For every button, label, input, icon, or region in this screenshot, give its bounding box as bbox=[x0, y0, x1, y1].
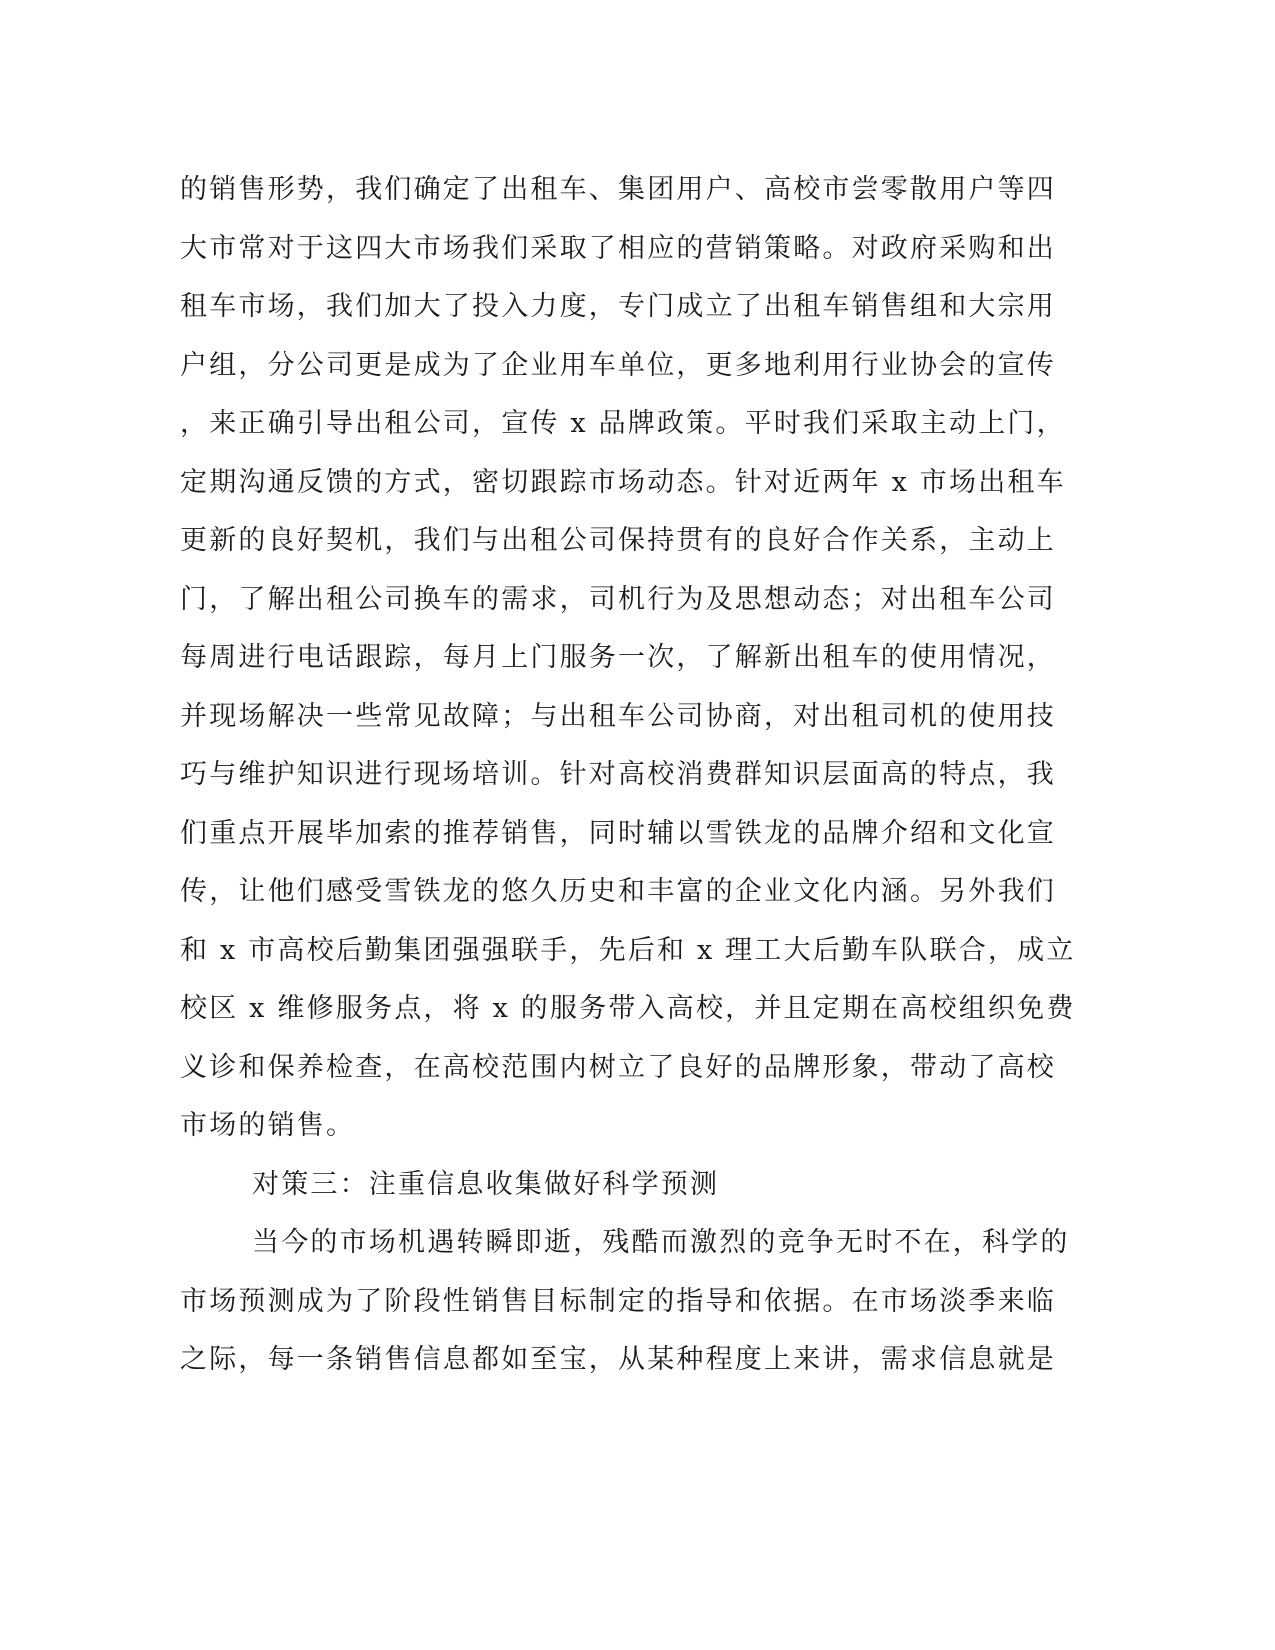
text-line: 更新的良好契机，我们与出租公司保持贯有的良好合作关系，主动上 bbox=[180, 525, 1056, 556]
text-line: 和 x 市高校后勤集团强强联手，先后和 x 理工大后勤车队联合，成立 bbox=[180, 934, 1076, 966]
document-body bbox=[180, 161, 1076, 1390]
text-line: 并现场解决一些常见故障；与出租车公司协商，对出租司机的使用技 bbox=[180, 700, 1056, 732]
text-line: 市场的销售。 bbox=[180, 1110, 356, 1141]
text-line: 校区 x 维修服务点，将 x 的服务带入高校，并且定期在高校组织免费 bbox=[180, 993, 1076, 1024]
text-line: 当今的市场机遇转瞬即逝，残酷而激烈的竞争无时不在，科学的 bbox=[252, 1227, 1070, 1258]
text-line: 巧与维护知识进行现场培训。针对高校消费群知识层面高的特点，我 bbox=[180, 759, 1056, 790]
section-heading: 对策三：注重信息收集做好科学预测 bbox=[252, 1168, 720, 1200]
text-line: 义诊和保养检查，在高校范围内树立了良好的品牌形象，带动了高校 bbox=[180, 1051, 1056, 1083]
text-line: 们重点开展毕加索的推荐销售，同时辅以雪铁龙的品牌介绍和文化宣 bbox=[180, 817, 1056, 849]
text-line: ，来正确引导出租公司，宣传 x 品牌政策。平时我们采取主动上门， bbox=[180, 408, 1066, 439]
text-line: 市场预测成为了阶段性销售目标制定的指导和依据。在市场淡季来临 bbox=[180, 1285, 1056, 1317]
text-line: 传，让他们感受雪铁龙的悠久历史和丰富的企业文化内涵。另外我们 bbox=[180, 876, 1056, 907]
text-line: 定期沟通反馈的方式，密切跟踪市场动态。针对近两年 x 市场出租车 bbox=[180, 466, 1066, 498]
text-line: 户组，分公司更是成为了企业用车单位，更多地利用行业协会的宣传 bbox=[180, 349, 1056, 381]
text-line: 每周进行电话跟踪，每月上门服务一次，了解新出租车的使用情况， bbox=[180, 642, 1056, 673]
text-line: 大市常对于这四大市场我们采取了相应的营销策略。对政府采购和出 bbox=[180, 232, 1056, 264]
text-line: 租车市场，我们加大了投入力度，专门成立了出租车销售组和大宗用 bbox=[180, 291, 1056, 322]
text-line: 之际，每一条销售信息都如至宝，从某种程度上来讲，需求信息就是 bbox=[180, 1344, 1056, 1375]
text-line: 的销售形势，我们确定了出租车、集团用户、高校市尝零散用户等四 bbox=[180, 174, 1056, 205]
text-line: 门，了解出租公司换车的需求，司机行为及思想动态；对出租车公司 bbox=[180, 583, 1056, 615]
